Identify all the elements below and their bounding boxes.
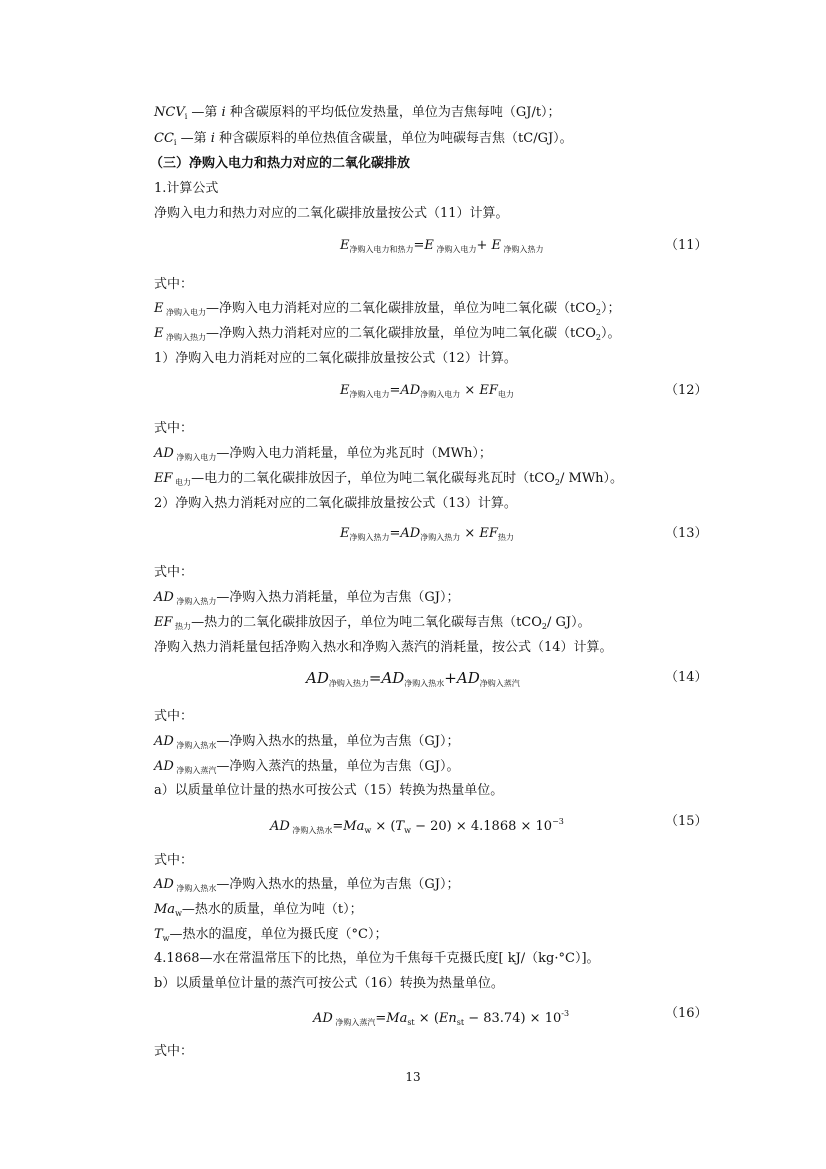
symbol: CC (154, 131, 174, 146)
subscript: 净购入电力 (433, 245, 477, 254)
symbol: Ma (343, 819, 365, 834)
subscript: 2 (595, 333, 601, 342)
text: —电力的二氧化碳排放因子，单位为吨二氧化碳每兆瓦时（tCO (191, 471, 555, 486)
text-line: 1）净购入电力消耗对应的二氧化碳排放量按公式（12）计算。 (154, 351, 517, 366)
symbol: AD (381, 669, 405, 687)
subscript: st (407, 1018, 415, 1027)
subscript: w (364, 826, 372, 835)
equation-number: （12） (665, 383, 708, 398)
symbol: AD (456, 669, 480, 687)
equation-14 (306, 668, 520, 694)
subscript: 净购入热水 (404, 679, 445, 688)
subscript: 净购入热力 (163, 333, 207, 342)
subscript: 热力 (172, 622, 192, 631)
subscript: 净购入电力和热力 (349, 245, 414, 254)
subscript: 热力 (497, 533, 514, 542)
subscript: i (173, 138, 177, 147)
text-line-def (154, 758, 459, 780)
symbol: AD (154, 590, 174, 605)
text: —热力的二氧化碳排放因子，单位为吨二氧化碳每吉焦（tCO (191, 615, 542, 630)
subscript: 净购入电力 (420, 390, 461, 399)
operator: + (476, 238, 492, 253)
equation-12 (340, 381, 514, 405)
section-heading: （三）净购入电力和热力对应的二氧化碳排放 (150, 156, 411, 171)
symbol: AD (154, 446, 174, 461)
symbol: E (340, 383, 350, 398)
equation-15 (270, 812, 564, 841)
text: / GJ）。 (547, 615, 591, 630)
symbol: E (424, 238, 434, 253)
exponent: -3 (561, 1009, 570, 1018)
text-line-cc (154, 130, 573, 152)
operator: = (332, 819, 344, 834)
equation-number: （16） (665, 1006, 708, 1021)
text-line-def (154, 926, 387, 948)
text-line: 式中： (154, 277, 194, 292)
operator: = (389, 526, 401, 541)
subscript: i (184, 112, 188, 121)
symbol: EF (154, 615, 173, 630)
subscript: 净购入热水 (289, 826, 333, 835)
operator: = (413, 238, 425, 253)
text-line: 式中： (154, 709, 194, 724)
subheading-formula: 1.计算公式 (154, 181, 219, 196)
operator: × ( (414, 1011, 439, 1026)
equation-number: （13） (665, 526, 708, 541)
equation-16 (313, 1004, 569, 1033)
symbol: AD (400, 526, 421, 541)
equation-11 (340, 236, 544, 260)
symbol: EF (479, 383, 498, 398)
subscript: 净购入热水 (173, 884, 217, 893)
symbol: E (154, 326, 164, 341)
text-line-def (154, 445, 492, 467)
index-var: i (221, 105, 226, 120)
subscript: 电力 (497, 390, 514, 399)
text: 种含碳原料的单位热值含碳量，单位为吨碳每吉焦（tC/GJ）。 (214, 131, 573, 146)
text: ）； (600, 301, 621, 316)
text: —净购入电力消耗量，单位为兆瓦时（MWh）； (216, 446, 492, 461)
subscript: st (456, 1018, 465, 1027)
operator: × ( (371, 819, 396, 834)
symbol: AD (306, 669, 329, 687)
operator: × (460, 383, 480, 398)
text-line-def (154, 470, 623, 492)
symbol: E (491, 238, 501, 253)
subscript: 2 (541, 622, 547, 631)
operator: − 20) × 4.1868 × 10 (410, 819, 553, 834)
subscript: w (404, 826, 411, 835)
text-line-def (154, 733, 459, 755)
text-line: 4.1868—水在常温常压下的比热，单位为千焦每千克摄氏度[ kJ/（kg·°C）]。 (154, 951, 600, 966)
operator: × (460, 526, 480, 541)
text-line: 净购入热力消耗量包括净购入热水和净购入蒸汽的消耗量，按公式（14）计算。 (154, 640, 613, 655)
text-line: 式中： (154, 421, 194, 436)
subscript: 净购入热力 (349, 533, 390, 542)
subscript: 2 (554, 478, 560, 487)
text: —净购入电力消耗对应的二氧化碳排放量，单位为吨二氧化碳（tCO (206, 301, 596, 316)
symbol: E (340, 238, 350, 253)
text-line: 式中： (154, 565, 194, 580)
symbol: T (395, 819, 405, 834)
text-line-def (154, 901, 363, 923)
equation-number: （14） (665, 670, 708, 685)
text-line-def (154, 589, 459, 611)
text: —第 (176, 131, 211, 146)
operator: = (389, 383, 401, 398)
operator: = (375, 1011, 387, 1026)
text-line-def (154, 876, 459, 898)
symbol: T (154, 927, 163, 942)
subscript: 净购入热力 (173, 597, 217, 606)
symbol: Ma (386, 1011, 408, 1026)
text-line: 2）净购入热力消耗对应的二氧化碳排放量按公式（13）计算。 (154, 496, 517, 511)
subscript: 净购入电力 (163, 308, 207, 317)
subscript: 净购入热水 (173, 741, 217, 750)
symbol: E (340, 526, 350, 541)
text: —净购入蒸汽的热量，单位为吉焦（GJ）。 (216, 759, 460, 774)
text: / MWh）。 (560, 471, 624, 486)
subscript: w (162, 934, 170, 943)
text-line-def (154, 614, 591, 636)
symbol: AD (270, 819, 290, 834)
symbol: AD (154, 877, 174, 892)
symbol: En (438, 1011, 457, 1026)
subscript: 净购入热力 (328, 679, 369, 688)
symbol: NCV (154, 105, 185, 120)
symbol: EF (154, 471, 173, 486)
text: —净购入热水的热量，单位为吉焦（GJ）； (216, 877, 460, 892)
text: —净购入热水的热量，单位为吉焦（GJ）； (216, 734, 460, 749)
symbol: E (154, 301, 164, 316)
symbol: Ma (154, 902, 176, 917)
subscript: 净购入蒸汽 (479, 679, 520, 688)
symbol: AD (313, 1011, 333, 1026)
symbol: AD (154, 734, 174, 749)
index-var: i (210, 131, 215, 146)
text-line: 式中： (154, 1044, 194, 1059)
subscript: 净购入电力 (173, 453, 217, 462)
symbol: AD (154, 759, 174, 774)
operator: − 83.74) × 10 (464, 1011, 562, 1026)
text: ）。 (600, 326, 621, 341)
text-line: a）以质量单位计量的热水可按公式（15）转换为热量单位。 (154, 783, 504, 798)
equation-number: （11） (665, 238, 708, 253)
text-line: b）以质量单位计量的蒸汽可按公式（16）转换为热量单位。 (154, 976, 504, 991)
subscript: w (175, 909, 182, 918)
subscript: 净购入热力 (500, 245, 544, 254)
symbol: AD (400, 383, 421, 398)
exponent: −3 (552, 817, 564, 826)
text-line: 净购入电力和热力对应的二氧化碳排放量按公式（11）计算。 (154, 206, 509, 221)
subscript: 净购入蒸汽 (173, 766, 217, 775)
text: —净购入热力消耗量，单位为吉焦（GJ）； (216, 590, 460, 605)
equation-number: （15） (665, 814, 708, 829)
page-number: 13 (405, 1070, 421, 1084)
symbol: EF (479, 526, 498, 541)
equation-13 (340, 524, 514, 548)
text: —净购入热力消耗对应的二氧化碳排放量，单位为吨二氧化碳（tCO (206, 326, 596, 341)
operator: = (368, 669, 382, 687)
subscript: 电力 (172, 478, 192, 487)
subscript: 净购入热力 (420, 533, 461, 542)
subscript: 净购入电力 (349, 390, 390, 399)
text-line-def (154, 300, 621, 322)
text: —第 (187, 105, 222, 120)
subscript: 2 (595, 308, 601, 317)
subscript: 净购入蒸汽 (332, 1018, 376, 1027)
text: 种含碳原料的平均低位发热量，单位为吉焦每吨（GJ/t）； (225, 105, 561, 120)
text-line-ncv (154, 104, 561, 126)
operator: + (444, 669, 457, 687)
text: —热水的温度，单位为摄氏度（°C）； (169, 927, 388, 942)
text-line: 式中： (154, 853, 194, 868)
text-line-def (154, 325, 621, 347)
text: —热水的质量，单位为吨（t）； (181, 902, 363, 917)
